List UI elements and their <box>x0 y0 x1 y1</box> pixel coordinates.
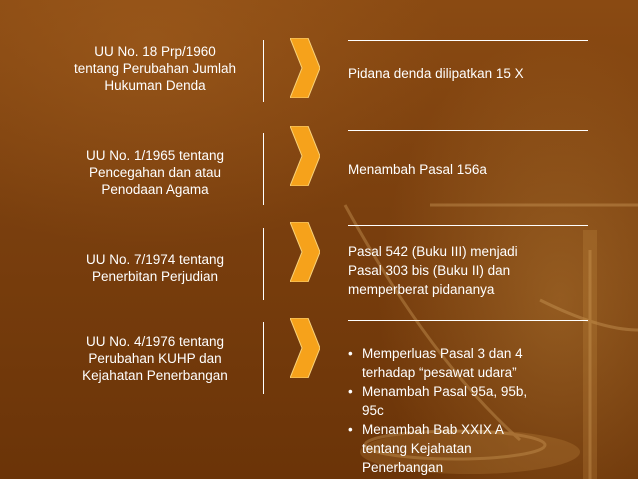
effect-bullet-item <box>348 420 588 477</box>
law-effect-4 <box>348 344 588 477</box>
bullet-line: Penerbangan <box>362 460 444 475</box>
divider-line <box>263 228 264 300</box>
law-effect-3 <box>348 242 588 299</box>
law-effect-2: Menambah Pasal 156a <box>348 162 487 177</box>
bullet-line: • Menambah Bab XXIX A <box>362 422 504 437</box>
divider-line <box>263 133 264 205</box>
bullet-line: • Memperluas Pasal 3 dan 4 <box>362 346 523 361</box>
divider-line <box>348 225 588 226</box>
law-title-4 <box>55 333 255 384</box>
law-title-line: Hukuman Denda <box>104 78 206 93</box>
law-title-line: UU No. 1/1965 tentang <box>85 148 225 163</box>
effect-bullet-item <box>348 382 588 420</box>
law-title-line: Penodaan Agama <box>101 182 209 197</box>
bullet-line: terhadap “pesawat udara” <box>362 365 517 380</box>
law-title-line: UU No. 4/1976 tentang <box>85 334 225 349</box>
law-title-line: Penerbitan Perjudian <box>91 269 219 284</box>
law-effect-line: memperberat pidananya <box>348 282 495 297</box>
effect-bullet-list <box>348 344 588 477</box>
bullet-line: • Menambah Pasal 95a, 95b, <box>362 384 528 399</box>
law-title-line: UU No. 18 Prp/1960 <box>94 44 216 59</box>
chevron-arrow-icon <box>290 38 320 98</box>
law-title-3 <box>55 251 255 285</box>
chevron-arrow-icon <box>290 318 320 378</box>
effect-bullet-item <box>348 344 588 382</box>
law-title-line: Perubahan KUHP dan <box>88 351 222 366</box>
law-title-line: UU No. 7/1974 tentang <box>85 252 225 267</box>
law-title-1 <box>55 43 255 94</box>
bullet-line: tentang Kejahatan <box>362 441 472 456</box>
chevron-arrow-icon <box>290 126 320 186</box>
law-title-line: Pencegahan dan atau <box>88 165 222 180</box>
law-effect-line: Pasal 303 bis (Buku II) dan <box>348 263 511 278</box>
law-title-line: Kejahatan Penerbangan <box>82 368 228 383</box>
divider-line <box>263 40 264 102</box>
divider-line <box>348 40 588 41</box>
chevron-arrow-icon <box>290 222 320 282</box>
law-effect-line: Pasal 542 (Buku III) menjadi <box>348 244 518 259</box>
law-effect-1: Pidana denda dilipatkan 15 X <box>348 66 524 81</box>
divider-line <box>348 320 588 321</box>
bullet-line: 95c <box>362 403 384 418</box>
divider-line <box>348 130 588 131</box>
law-title-line: tentang Perubahan Jumlah <box>73 61 237 76</box>
law-title-2 <box>55 147 255 198</box>
divider-line <box>263 322 264 394</box>
